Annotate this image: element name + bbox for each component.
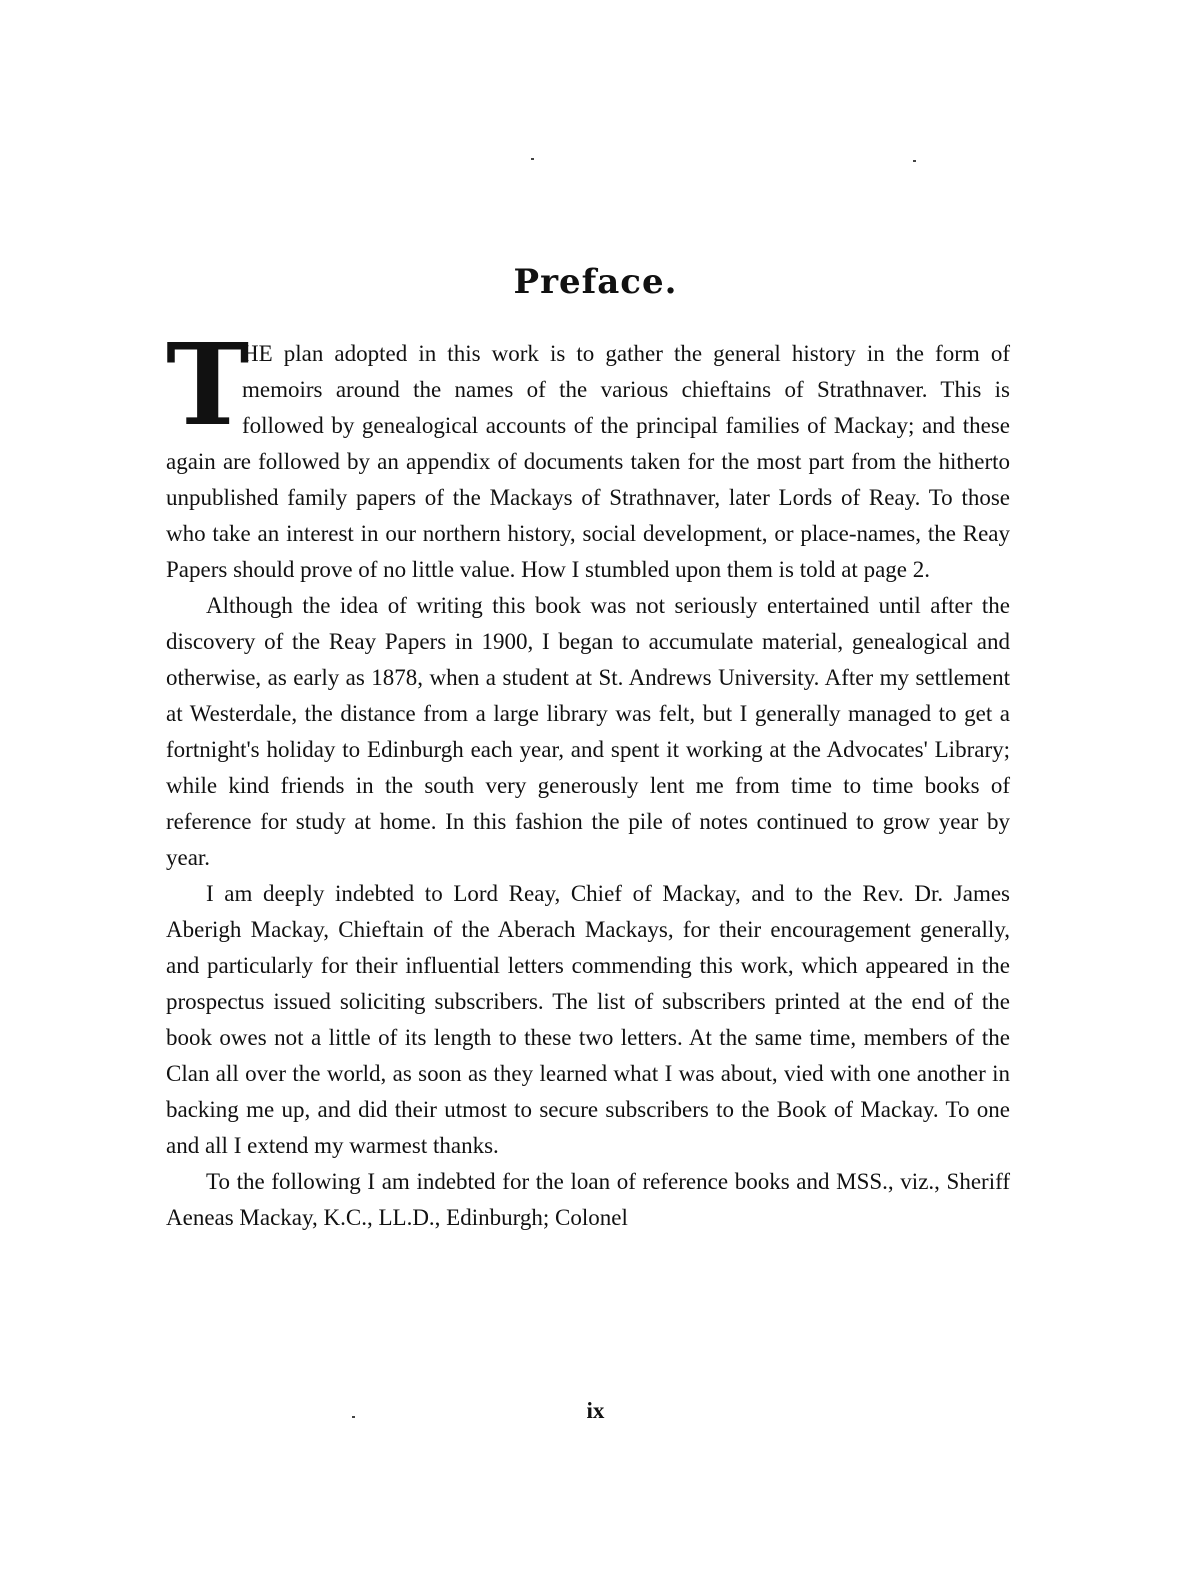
paragraph-3: I am deeply indebted to Lord Reay, Chief of Mackay, and to the Rev. Dr. James Aberigh Mackay, Chieftain of the Aberach Mackays, for their encouragement generally, and particularly for their influential letters commending this work, which appeared in the prospectus issued soliciting subscribers. The list of subscribers printed at the end of the book owes not a little of its length to these two letters. At the same time, members of the Clan all over the world, as soon as they learned what I was about, vied with one another in backing me up, and did their utmost to secure subscribers to the Book of Mackay. To one and all I extend my warmest thanks.: [166, 881, 1010, 1158]
paragraph-2: Although the idea of writing this book was not seriously entertained until after the discovery of the Reay Papers in 1900, I began to accumulate material, genealogical and otherwise, as early as 1878, when a student at St. Andrews University. After my settlement at Westerdale, the distance from a large library was felt, but I generally managed to get a fortnight's holiday to Edinburgh each year, and spent it working at the Advocates' Library; while kind friends in the south very generously lent me from time to time books of reference for study at home. In this fashion the pile of notes continued to grow year by year.: [166, 593, 1010, 870]
page-number: ix: [586, 1398, 605, 1423]
body-text: [166, 320, 1010, 1236]
print-speck: [531, 158, 534, 160]
page-title: Preface.: [513, 262, 678, 302]
paragraph-1-text: HE plan adopted in this work is to gather the general history in the form of memoirs around the names of the various chieftains of Strathnaver. This is followed by genealogical accounts of the principal families of Mackay; and these again are followed by an appendix of documents taken for the most part from the hitherto unpublished family papers of the Mackays of Strathnaver, later Lords of Reay. To those who take an interest in our northern history, social development, or place-names, the Reay Papers should prove of no little value. How I stumbled upon them is told at page 2.: [166, 341, 1010, 582]
drop-cap: T: [166, 320, 250, 451]
paragraph-1: [166, 320, 1010, 588]
print-speck: [913, 160, 916, 162]
paragraph-4: To the following I am indebted for the loan of reference books and MSS., viz., Sheriff Aeneas Mackay, K.C., LL.D., Edinburgh; Colonel: [166, 1169, 1010, 1230]
